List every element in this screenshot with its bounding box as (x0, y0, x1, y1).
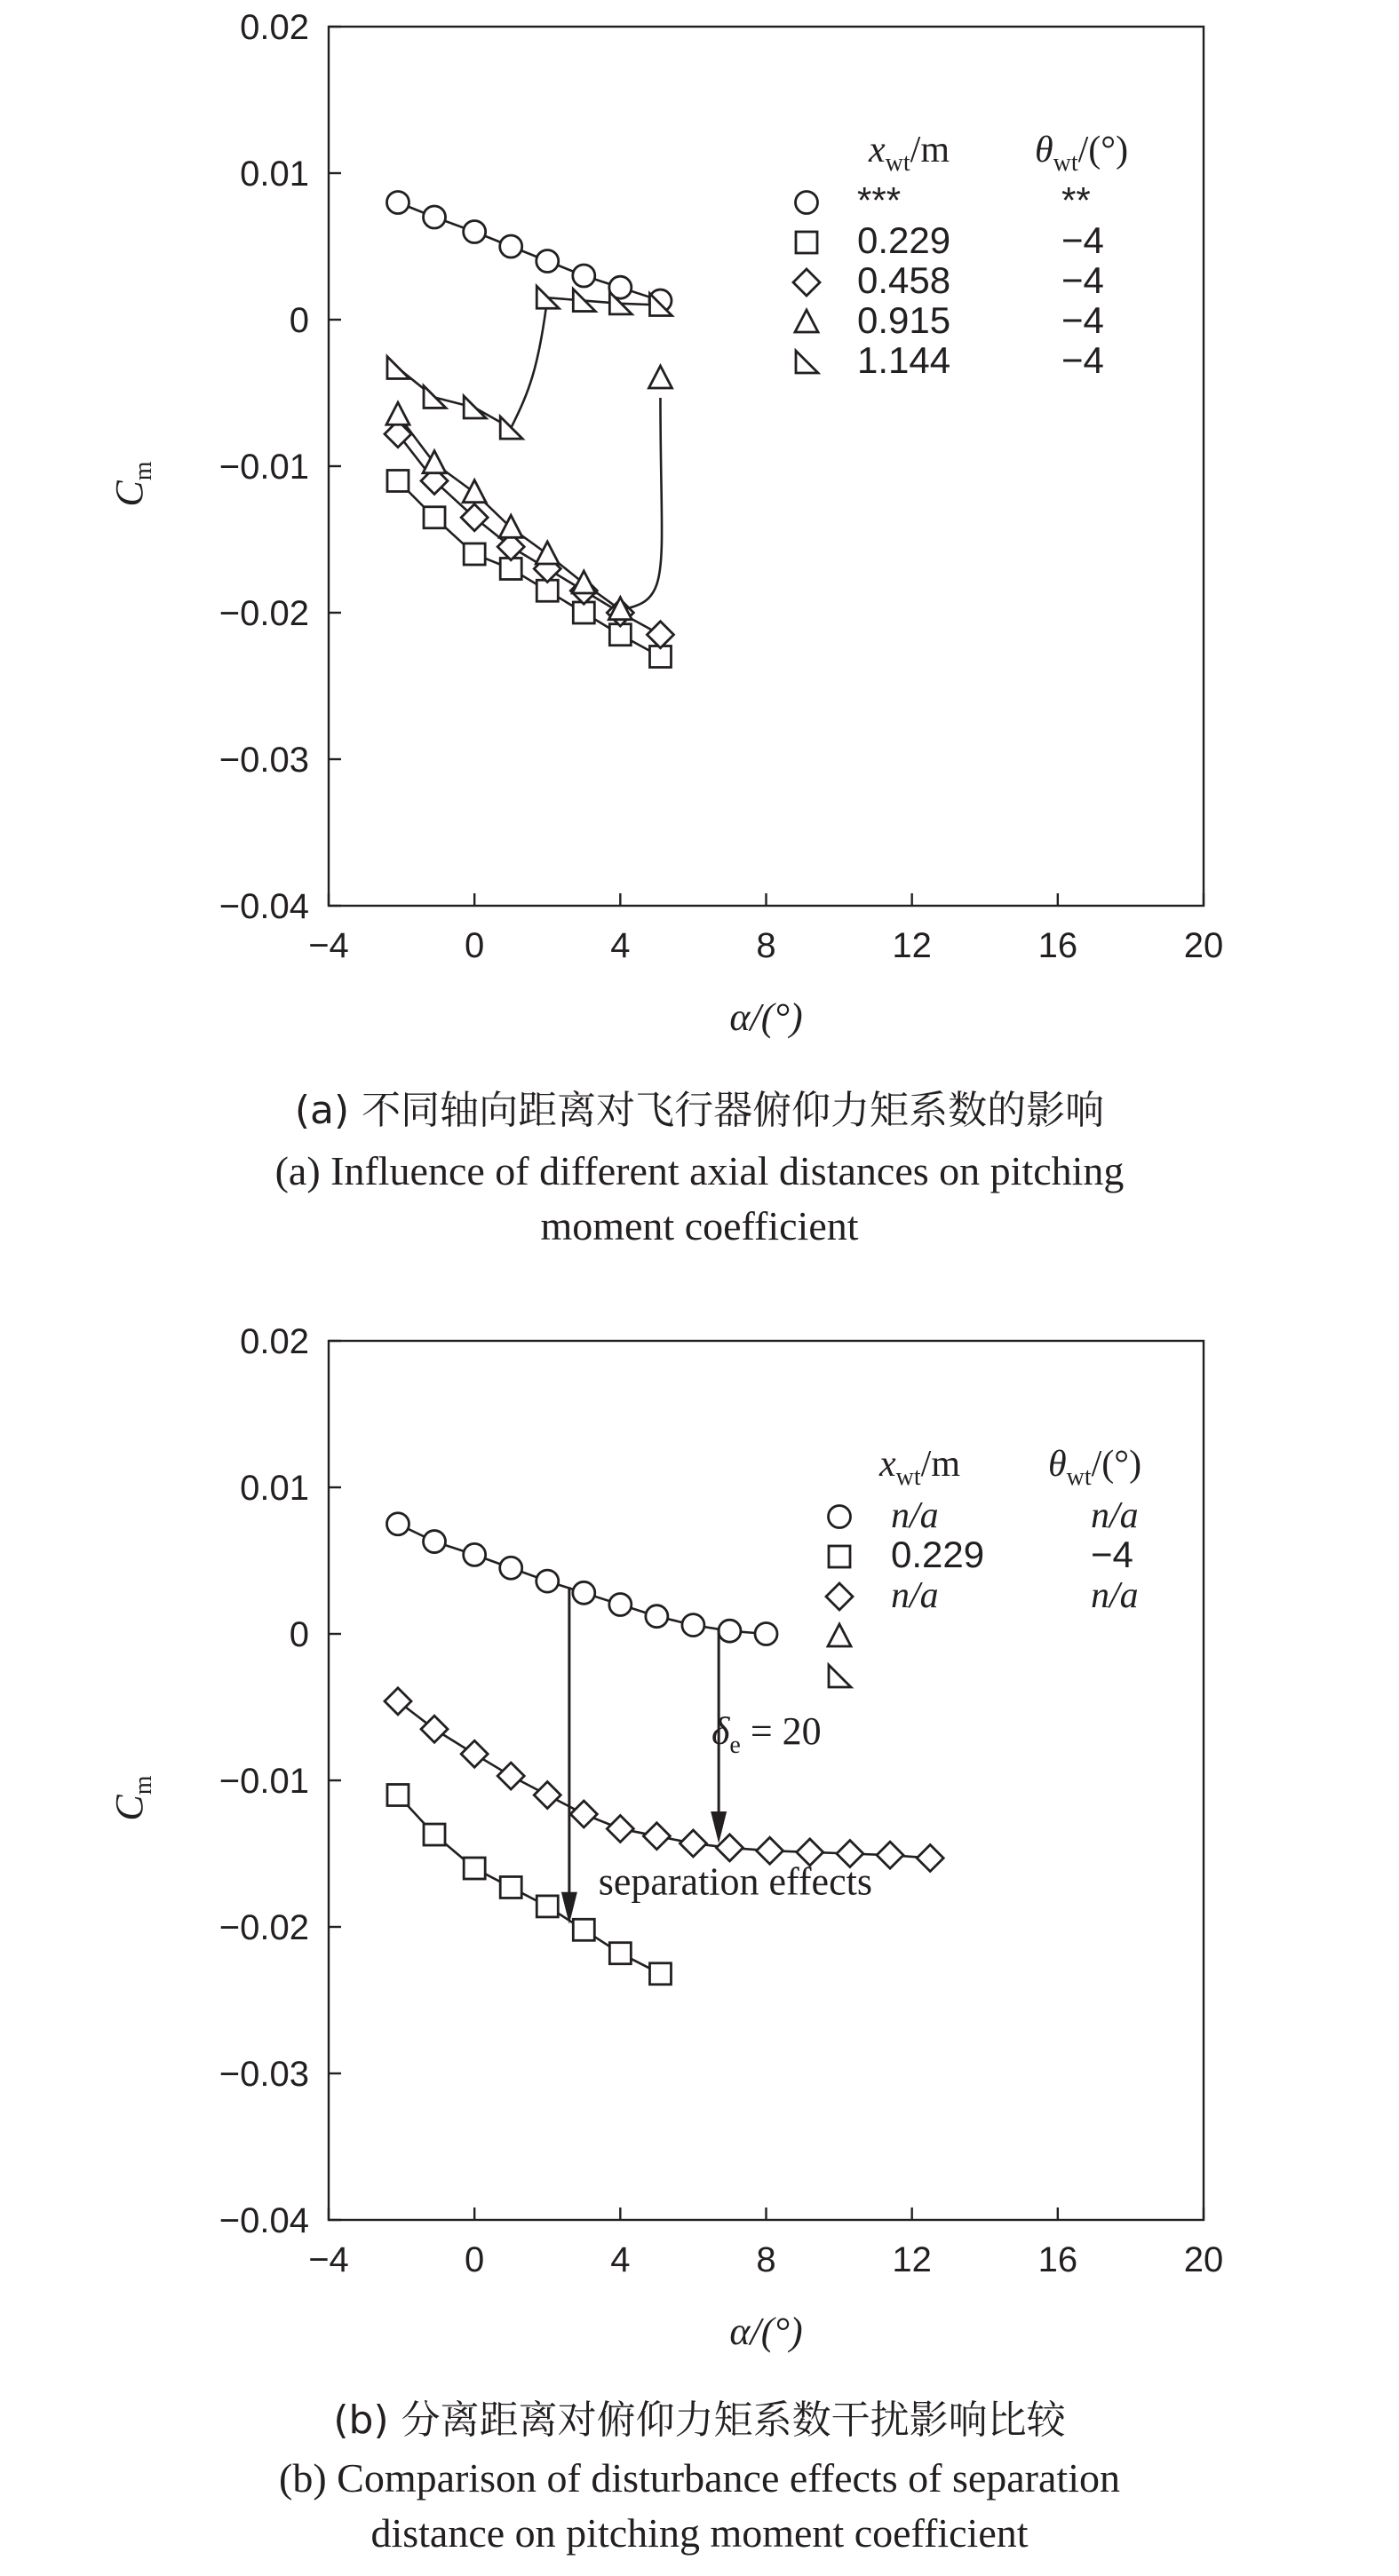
y-tick-label: 0 (289, 301, 309, 340)
legend-xwt-value: n/a (891, 1575, 939, 1616)
caption-a-chinese: (a) 不同轴向距离对飞行器俯仰力矩系数的影响 (294, 1088, 1105, 1133)
caption-b-english-line2: distance on pitching moment coefficient (370, 2510, 1029, 2556)
data-point-circle (682, 1614, 704, 1637)
legend-xwt-value: 0.229 (891, 1534, 985, 1575)
y-tick-label: −0.04 (219, 2201, 309, 2240)
data-point-circle (386, 192, 409, 214)
data-point-square (609, 1943, 631, 1964)
x-tick-label: 20 (1183, 2240, 1224, 2279)
y-tick-label: 0.01 (240, 1469, 309, 1508)
data-point-square (573, 1919, 594, 1940)
caption-b-chinese: (b) 分离距离对俯仰力矩系数干扰影响比较 (333, 2398, 1066, 2443)
data-point-square (500, 1876, 521, 1898)
data-point-diamond (680, 1830, 706, 1857)
x-tick-label: 0 (465, 926, 485, 965)
data-point-square (649, 1963, 671, 1985)
data-point-circle (537, 1570, 559, 1592)
data-point-diamond (643, 1823, 670, 1850)
x-tick-label: 4 (610, 926, 631, 965)
legend-xwt-value: 0.915 (857, 299, 951, 341)
series-line-right-triangle (398, 368, 511, 428)
x-tick-label: 12 (892, 2240, 932, 2279)
data-point-diamond (877, 1842, 903, 1868)
legend-header-x: $x_{wt}/m$ (869, 130, 950, 177)
legend-xwt-value: 1.144 (857, 339, 951, 381)
data-point-circle (464, 221, 486, 243)
legend-marker-diamond (793, 269, 820, 296)
data-point-triangle (386, 402, 409, 424)
x-tick-label: 0 (465, 2240, 485, 2279)
data-point-triangle (572, 571, 595, 593)
data-point-diamond (421, 1716, 448, 1742)
legend-marker-triangle (828, 1624, 851, 1646)
data-point-square (387, 1785, 409, 1806)
data-point-diamond (917, 1844, 943, 1871)
x-tick-label: 8 (756, 2240, 776, 2279)
data-point-triangle (648, 366, 672, 388)
data-point-diamond (534, 1782, 560, 1809)
data-point-diamond (385, 1688, 411, 1715)
y-tick-label: −0.01 (219, 448, 309, 487)
series-line-right-triangle (547, 297, 660, 305)
annotation-text: separation effects (598, 1859, 872, 1904)
data-point-right-triangle (424, 385, 446, 408)
x-tick-label: 8 (756, 926, 776, 965)
data-point-diamond (607, 1815, 633, 1842)
x-tick-label: 12 (892, 926, 932, 965)
legend-marker-square (829, 1546, 850, 1567)
legend-header-x: $x_{wt}/m$ (879, 1444, 960, 1491)
legend-thetawt-value: −4 (1061, 339, 1104, 381)
data-point-circle (464, 1543, 486, 1565)
y-tick-label: −0.03 (219, 2055, 309, 2094)
legend-xwt-value: n/a (891, 1495, 939, 1536)
data-point-diamond (716, 1835, 743, 1861)
data-point-diamond (647, 622, 673, 648)
data-point-diamond (461, 1740, 488, 1767)
series-jump-triangle (620, 398, 662, 610)
y-tick-label: 0 (289, 1615, 309, 1654)
caption-b-english-line1: (b) Comparison of disturbance effects of separation (279, 2455, 1120, 2501)
legend-marker-diamond (826, 1583, 853, 1610)
legend-marker-right-triangle (829, 1665, 851, 1687)
data-point-circle (609, 1594, 632, 1616)
legend-marker-triangle (795, 310, 818, 332)
x-tick-label: −4 (308, 2240, 349, 2279)
x-tick-label: 16 (1037, 926, 1078, 965)
legend-thetawt-value: n/a (1091, 1495, 1139, 1536)
y-tick-label: −0.04 (219, 887, 309, 926)
legend-thetawt-value: −4 (1061, 259, 1104, 301)
legend-marker-right-triangle (796, 351, 818, 373)
y-tick-label: −0.02 (219, 594, 309, 633)
data-point-right-triangle (500, 416, 522, 439)
annotation-text: $\delta_e = 20$ (711, 1708, 822, 1759)
data-point-diamond (497, 1763, 524, 1789)
y-axis-label: $C_m$ (107, 1775, 157, 1821)
chart-a (107, 8, 1223, 1039)
data-point-circle (646, 1605, 668, 1628)
legend-marker-circle (829, 1506, 851, 1528)
data-point-square (464, 543, 485, 565)
legend-marker-circle (796, 192, 818, 214)
legend-thetawt-value: −4 (1091, 1534, 1133, 1575)
data-point-circle (719, 1620, 741, 1642)
legend-thetawt-value: −4 (1061, 299, 1104, 341)
y-tick-label: 0.02 (240, 1322, 309, 1361)
legend-xwt-value: 0.229 (857, 219, 951, 261)
data-point-circle (424, 1531, 446, 1553)
data-point-triangle (536, 542, 559, 564)
x-tick-label: 4 (610, 2240, 631, 2279)
legend-xwt-value: 0.458 (857, 259, 951, 301)
x-tick-label: −4 (308, 926, 349, 965)
data-point-diamond (570, 1801, 597, 1827)
caption-a-english-line2: moment coefficient (540, 1203, 859, 1248)
legend-xwt-value: *** (857, 179, 902, 221)
legend-thetawt-value: −4 (1061, 219, 1104, 261)
caption-a-english-line1: (a) Influence of different axial distances on pitching (274, 1148, 1125, 1193)
y-tick-label: −0.03 (219, 741, 309, 780)
y-axis-label: $C_m$ (107, 461, 157, 507)
x-axis-label: α/(°) (729, 2310, 803, 2353)
data-point-circle (537, 250, 559, 273)
data-point-circle (386, 1513, 409, 1535)
series-jump-right-triangle (511, 297, 547, 428)
data-point-square (537, 1896, 558, 1917)
legend-header-theta: $\theta_{wt}/(^\circ)$ (1048, 1444, 1142, 1491)
y-tick-label: −0.02 (219, 1908, 309, 1947)
data-point-right-triangle (387, 356, 409, 378)
legend-thetawt-value: n/a (1091, 1575, 1139, 1616)
x-tick-label: 16 (1037, 2240, 1078, 2279)
y-tick-label: 0.02 (240, 8, 309, 47)
legend-marker-square (796, 232, 817, 253)
series-line-circle (398, 1524, 767, 1634)
data-point-square (424, 507, 445, 528)
data-point-square (464, 1858, 485, 1879)
data-point-square (424, 1824, 445, 1845)
data-point-circle (500, 1557, 522, 1579)
data-point-right-triangle (464, 396, 486, 418)
legend-header-theta: $\theta_{wt}/(^\circ)$ (1035, 130, 1129, 177)
data-point-triangle (463, 480, 486, 503)
y-tick-label: 0.01 (240, 155, 309, 194)
x-axis-label: α/(°) (729, 995, 803, 1039)
x-tick-label: 20 (1183, 926, 1224, 965)
data-point-circle (755, 1623, 777, 1645)
data-point-circle (573, 1581, 595, 1604)
data-point-circle (573, 265, 595, 287)
data-point-square (387, 471, 409, 492)
y-tick-label: −0.01 (219, 1762, 309, 1801)
chart-b (107, 1322, 1223, 2353)
data-point-circle (500, 235, 522, 258)
data-point-circle (424, 206, 446, 228)
legend-thetawt-value: ** (1061, 179, 1091, 221)
